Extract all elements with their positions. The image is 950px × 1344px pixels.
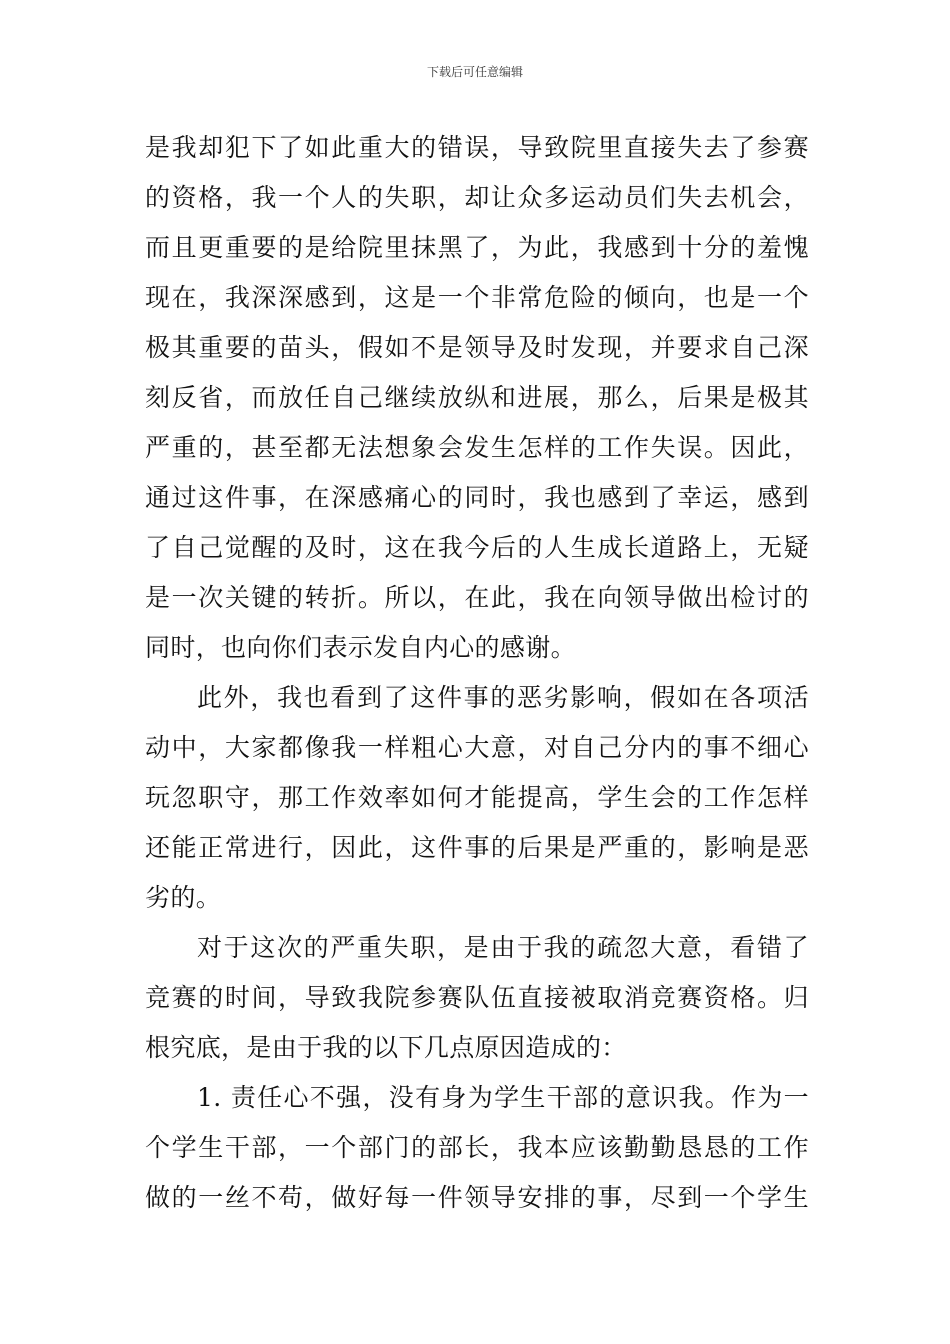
text-line: 玩忽职守，那工作效率如何才能提高，学生会的工作怎样 xyxy=(145,783,809,812)
text-line: 是一次关键的转折。所以，在此，我在向领导做出检讨的 xyxy=(145,583,809,612)
text-line: 劣的。 xyxy=(145,883,222,912)
text-line: 对于这次的严重失职，是由于我的疏忽大意，看错了 xyxy=(197,933,809,962)
text-line: 而且更重要的是给院里抹黑了，为此，我感到十分的羞愧 xyxy=(145,233,809,262)
text-line: 通过这件事，在深感痛心的同时，我也感到了幸运，感到 xyxy=(145,483,809,512)
text-line: 现在，我深深感到，这是一个非常危险的倾向，也是一个 xyxy=(145,283,809,312)
text-line: 个学生干部，一个部门的部长，我本应该勤勤恳恳的工作 xyxy=(145,1133,809,1162)
text-line: 同时，也向你们表示发自内心的感谢。 xyxy=(145,633,576,662)
text-line: 1. 责任心不强，没有身为学生干部的意识我。作为一 xyxy=(197,1083,809,1112)
text-line: 此外，我也看到了这件事的恶劣影响，假如在各项活 xyxy=(197,683,809,712)
text-line: 根究底，是由于我的以下几点原因造成的： xyxy=(145,1033,627,1062)
text-line: 严重的，甚至都无法想象会发生怎样的工作失误。因此， xyxy=(145,433,809,462)
text-line: 做的一丝不苟，做好每一件领导安排的事，尽到一个学生 xyxy=(145,1183,809,1212)
text-line: 还能正常进行，因此，这件事的后果是严重的，影响是恶 xyxy=(145,833,809,862)
document-body xyxy=(145,123,809,1223)
text-line: 的资格，我一个人的失职，却让众多运动员们失去机会， xyxy=(145,183,809,212)
text-line: 是我却犯下了如此重大的错误，导致院里直接失去了参赛 xyxy=(145,133,809,162)
text-line: 极其重要的苗头，假如不是领导及时发现，并要求自己深 xyxy=(145,333,809,362)
text-line: 竞赛的时间，导致我院参赛队伍直接被取消竞赛资格。归 xyxy=(145,983,809,1012)
text-line: 动中，大家都像我一样粗心大意，对自己分内的事不细心 xyxy=(145,733,809,762)
page-header: 下载后可任意编辑 xyxy=(426,65,523,79)
text-line: 了自己觉醒的及时，这在我今后的人生成长道路上，无疑 xyxy=(145,533,809,562)
text-line: 刻反省，而放任自己继续放纵和进展，那么，后果是极其 xyxy=(145,383,809,412)
